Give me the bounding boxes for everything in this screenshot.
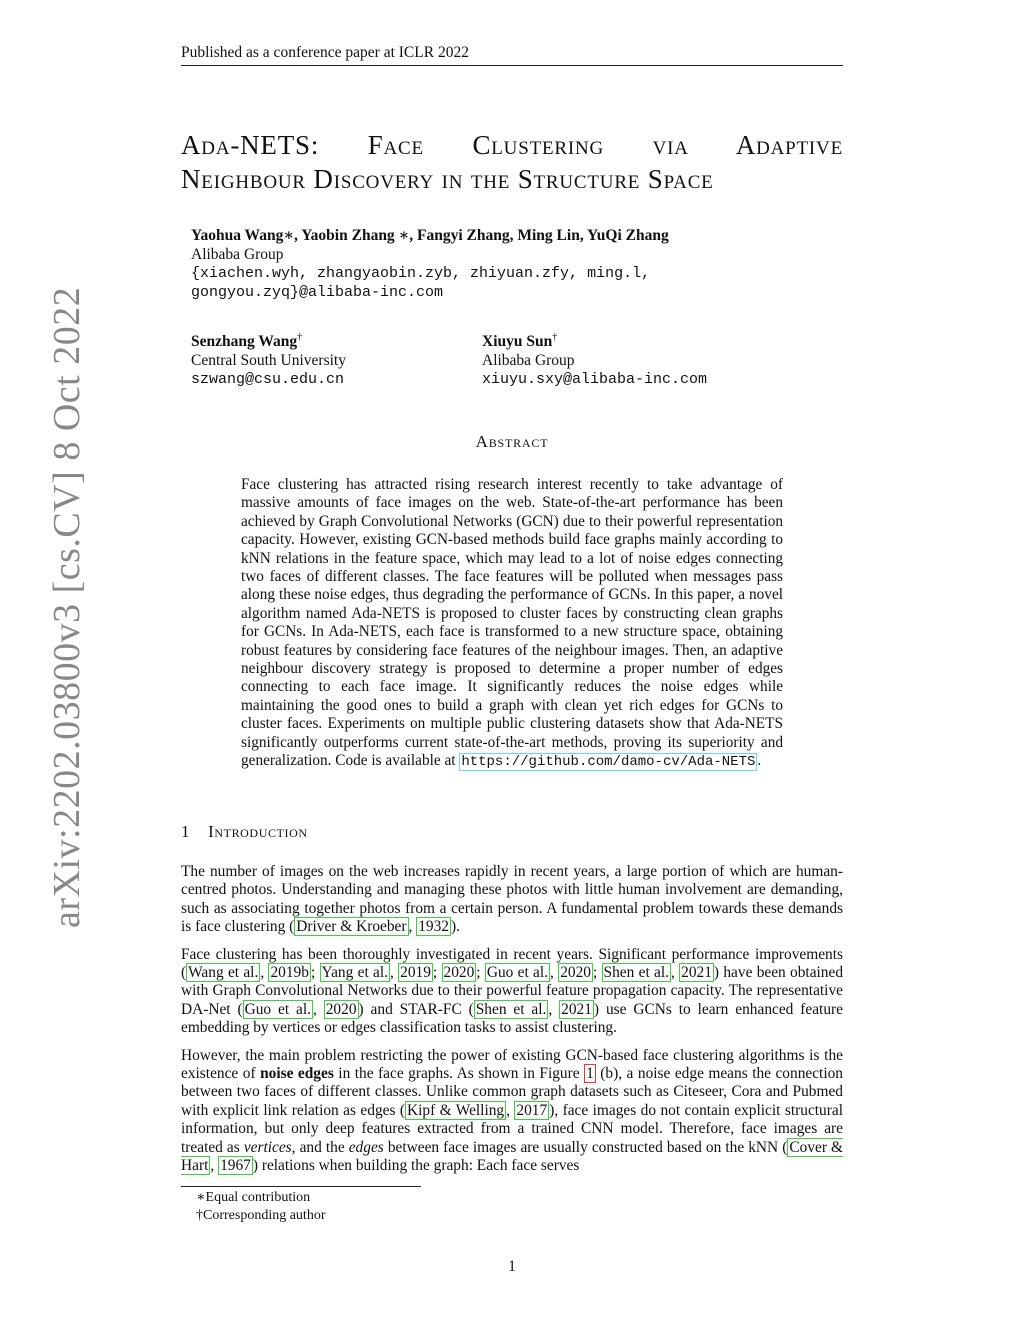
author-block-senzhang [191,328,346,389]
abstract-body [241,476,783,772]
footnote-rule [181,1186,421,1187]
author-block-main [191,226,669,302]
header-rule [181,65,843,66]
p2-text: ) have been obtained with Graph Convolutional Networks due to their powerful feature propagation capacity. The representative DA-Net ( [181,964,844,1018]
paragraph-3: However, the main problem restricting the power of existing GCN-based face clustering algorithms is the existence of noise edges in the face graphs. As shown in Figure 1 (b), a noise edge means the connection between two faces of different classes. Unlike common graph datasets such as Citeseer, Cora and Pubmed with explicit link relation as edges ( Kipf & Welling , 2017 ), face images do not contain explicit structural information, but only deep features extracted from a trained CNN model. Therefore, face images are treated as vertices, and the edges between face images are usually constructed based on the kNN ( Cover & Hart , 1967 ) relations when building the graph: Each face serves [181,1046,844,1175]
citation-link[interactable]: Yang et al. [321,964,388,982]
citation-year-link[interactable]: 2020 [560,964,591,982]
p2-text: Face clustering has been thoroughly investigated in recent years. Significant performance improvements ( [181,945,843,982]
p1-text: The number of images on the web increases rapidly in recent years, a large portion of which are human-centred photos. Understanding and managing these photos with little human involvement are demanding, such as associating together photos from a certain person. A fundamental problem towards these demands is face clustering ( [181,863,843,936]
p3-text: , and the [291,1138,349,1156]
corresponding-mark: † [297,332,303,343]
citation-year-link[interactable]: 2020 [443,964,475,982]
running-header: Published as a conference paper at ICLR 2022 [181,44,469,61]
abstract-text: Face clustering has attracted rising research interest recently to take advantage of massive amounts of face images on the web. State-of-the-art performance has been achieved by Graph Convolutional Networks (GCN) due to their powerful representation capacity. However, existing GCN-based methods build face graphs mainly according to kNN relations in the feature space, which may lead to a lot of noise edges connecting two faces of different classes. The face features will be polluted when messages pass along these noise edges, thus degrading the performance of GCNs. In this paper, a novel algorithm named Ada-NETS is proposed to cluster faces by constructing clean graphs for GCNs. In Ada-NETS, each face is transformed to a new structure space, obtaining robust features by considering face features of the neighbour images. Then, an adaptive neighbour discovery strategy is proposed to determine a proper number of edges connecting to each face image. It significantly reduces the noise edges while maintaining the good ones to build a graph with clean yet rich edges for GCNs to cluster faces. Experiments on multiple public clustering datasets show that Ada-NETS significantly outperforms current state-of-the-art methods, proving its superiority and generalization. Code is available at [241,476,783,770]
author-affiliation-xiuyu: Alibaba Group [482,352,575,370]
p3-text: between face images are usually constructed based on the kNN ( [383,1138,788,1156]
citation-link[interactable]: Kipf & Welling [407,1101,505,1119]
paragraph-2: Face clustering has been thoroughly investigated in recent years. Significant performance improvements ( Wang et al. , 2019b ; Yang et al. , 2019 ; 2020 ; Guo et al. , 2020 ; Shen et al. , 2021 ) have been obtained with Graph Convolutional Networks due to their powerful feature propagation capacity. The representative DA-Net ( Guo et al. , 2020 ) and STAR-FC ( Shen et al. , 2021 ) use GCNs to learn enhanced feature embedding by vertices or edges classification tasks to assist clustering. [181,945,844,1037]
p1-end: ). [451,918,460,936]
citation-link[interactable]: Driver & Kroeber [296,918,407,936]
p3-text: ), face images do not contain explicit structural information, but only deep features extracted from a trained CNN model. Therefore, face images are treated as [181,1101,843,1156]
citation-year-link[interactable]: 2019b [270,964,309,982]
citation-link[interactable]: Cover & Hart [181,1138,843,1175]
abstract-heading: Abstract [475,432,549,451]
p1-sep: , [408,918,417,936]
author-affiliation: Alibaba Group [191,246,284,263]
author-affiliation-senzhang: Central South University [191,352,346,370]
footnote-corresponding-author: †Corresponding author [196,1208,326,1223]
abstract-end: . [757,752,762,770]
citation-link[interactable]: Guo et al. [486,964,549,982]
figure-reference-link[interactable]: 1 [586,1065,594,1083]
citation-link[interactable]: Wang et al. [188,964,259,982]
citation-year-link[interactable]: 2021 [561,1000,592,1018]
footnote-equal-contribution: ∗Equal contribution [196,1190,311,1205]
citation-link[interactable]: Guo et al. [244,1000,311,1018]
italic-term: edges [348,1138,384,1156]
author-email-senzhang: szwang@csu.edu.cn [191,371,345,389]
citation-year-link[interactable]: 2020 [325,1000,357,1018]
p2-text: ) and STAR-FC ( [358,1000,474,1018]
p2-text: ) use GCNs to learn enhanced feature embedding by vertices or edges classification tasks to assist clustering. [181,1000,843,1037]
p3-text: However, the main problem restricting the power of existing GCN-based face clustering algorithms is the existence of [181,1046,843,1083]
author-name-senzhang: Senzhang Wang [191,333,298,351]
p3-text: ) relations when building the graph: Each face serves [252,1157,580,1175]
citation-link[interactable]: Shen et al. [603,964,669,982]
italic-term: vertices [243,1138,292,1156]
section-title: Introduction [208,822,308,841]
author-name-xiuyu: Xiuyu Sun [482,333,553,351]
corresponding-mark: † [552,332,558,343]
paragraph-1 [181,863,843,937]
author-emails-line-2: gongyou.zyq}@alibaba-inc.com [191,284,444,301]
code-link[interactable]: https://github.com/damo-cv/Ada-NETS [461,754,756,771]
citation-year-link[interactable]: 2017 [516,1101,548,1119]
title-line-2: Neighbour Discovery in the Structure Space [181,164,714,194]
title-line-1: Ada-NETS: Face Clustering via Adaptive [181,130,843,160]
citation-link[interactable]: Shen et al. [475,1000,547,1018]
author-emails-line-1: {xiachen.wyh, zhangyaobin.zyb, zhiyuan.zfy, ming.l, [191,265,651,282]
author-block-xiuyu [482,328,707,389]
author-email-xiuyu: xiuyu.sxy@alibaba-inc.com [482,371,708,389]
author-names: Yaohua Wang∗, Yaobin Zhang ∗, Fangyi Zhang, Ming Lin, YuQi Zhang [191,227,669,244]
citation-year-link[interactable]: 1967 [220,1157,251,1175]
citation-year-link[interactable]: 1932 [418,918,449,936]
section-heading-introduction [181,822,308,842]
p3-text: in the face graphs. As shown in Figure [333,1065,585,1083]
bold-term: noise edges [260,1065,334,1083]
section-number: 1 [181,822,191,841]
paper-title [181,128,843,196]
citation-year-link[interactable]: 2019 [400,964,431,982]
footnotes [196,1189,325,1225]
page-number: 1 [508,1258,516,1275]
introduction-body [181,863,843,1185]
citation-year-link[interactable]: 2021 [681,964,712,982]
p3-text: (b), a noise edge means the connection between two faces of different classes. Unlike common graph datasets such as Citeseer, Cora and Pubmed with explicit link relation as edges ( [181,1065,844,1119]
arxiv-identifier: arXiv:2202.03800v3 [cs.CV] 8 Oct 2022 [46,286,88,928]
